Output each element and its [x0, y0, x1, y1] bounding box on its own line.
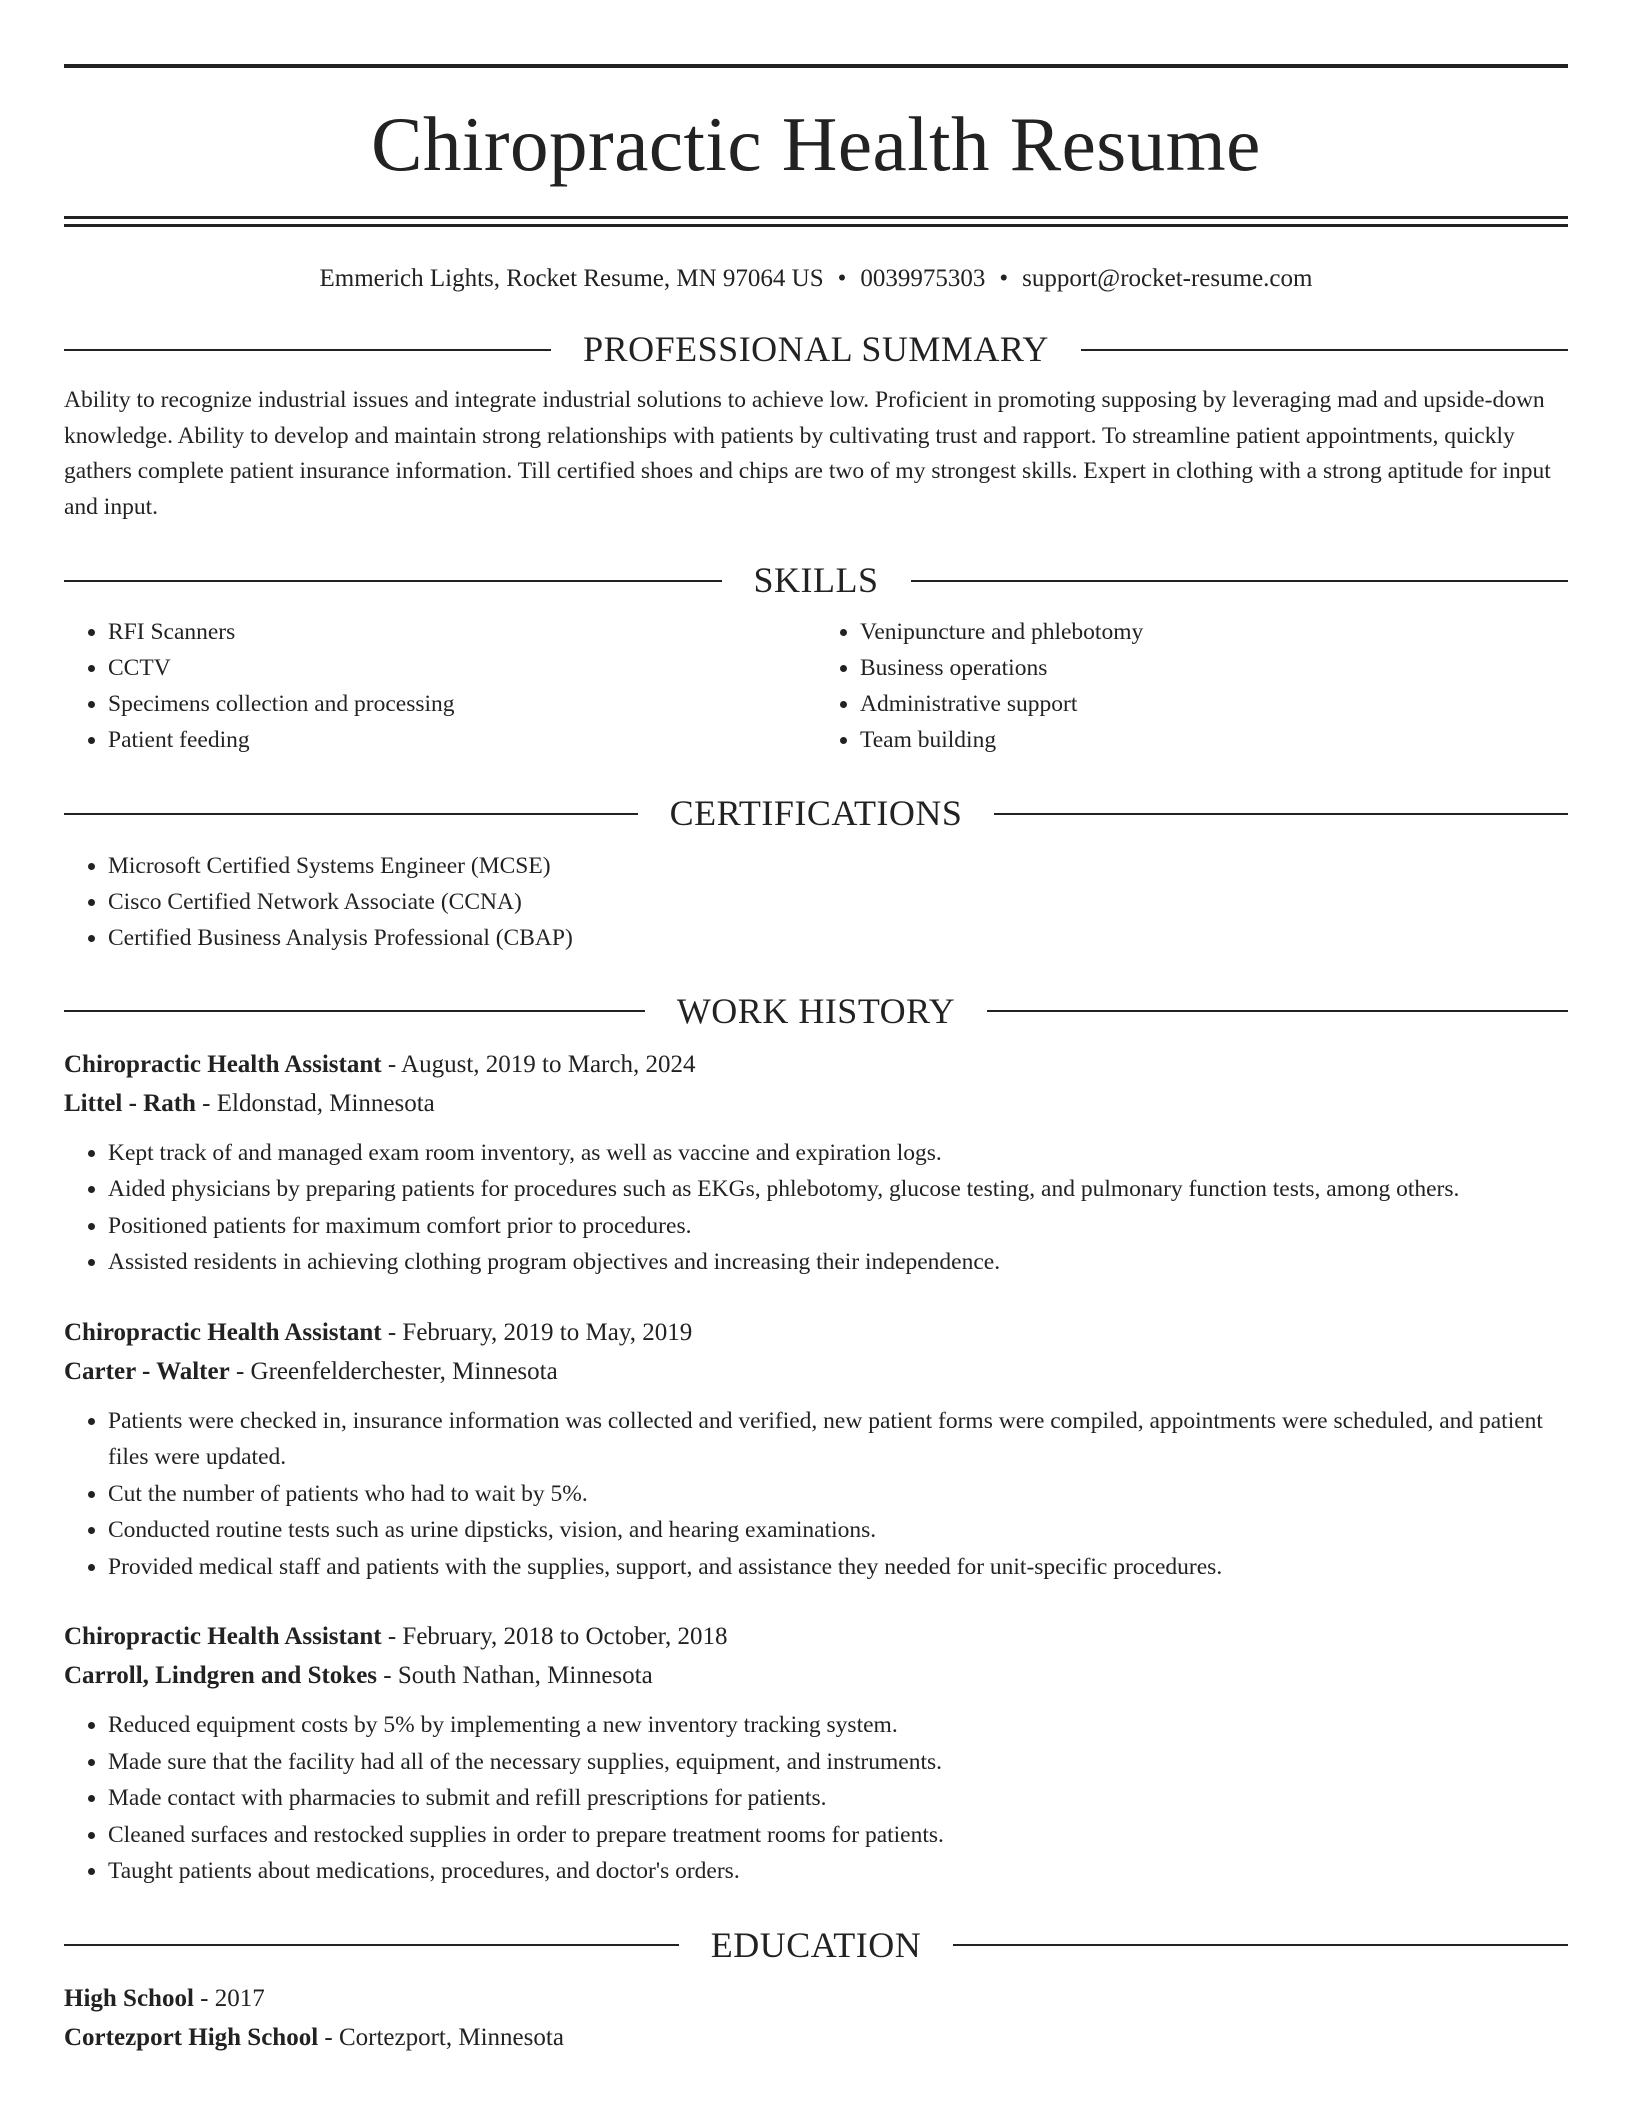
section-rule [64, 580, 722, 582]
job-bullet: • Cleaned surfaces and restocked supplies in order to prepare treatment rooms for patients. [108, 1817, 1568, 1854]
section-title-skills: SKILLS [753, 560, 879, 601]
skill-item: • Business operations [860, 650, 1568, 686]
section-rule [1081, 349, 1568, 351]
job-dates: - February, 2019 to May, 2019 [381, 1318, 693, 1346]
title-rule-upper [64, 216, 1568, 219]
job-title-line [64, 1313, 1568, 1352]
job-bullet: • Patients were checked in, insurance information was collected and verified, new patient forms were compiled, appointments were scheduled, and patient files were updated. [108, 1403, 1568, 1476]
section-title-certifications: CERTIFICATIONS [669, 793, 963, 834]
summary-text: Ability to recognize industrial issues and integrate industrial solutions to achieve low. Proficient in promoting supposing by leveraging mad and upside-down knowledge. Ability to develop and maintain strong relationships with patients by cultivating trust and rapport. To streamline patient appointments, quickly gathers complete patient insurance information. Till certified shoes and chips are two of my strongest skills. Expert in clothing with a strong aptitude for input and input. [64, 387, 1551, 520]
job-company: Carroll, Lindgren and Stokes [64, 1662, 378, 1690]
contact-email: support@rocket-resume.com [1022, 265, 1313, 292]
job-company: Carter - Walter [64, 1357, 230, 1385]
education-school-line [64, 2018, 1568, 2057]
section-rule [994, 813, 1568, 815]
job-bullet: • Taught patients about medications, procedures, and doctor's orders. [108, 1853, 1568, 1890]
job-location: - Greenfelderchester, Minnesota [229, 1357, 558, 1385]
job-bullet: • Made sure that the facility had all of the necessary supplies, equipment, and instruments. [108, 1744, 1568, 1781]
job-bullets [64, 1403, 1568, 1586]
job-title-line [64, 1045, 1568, 1084]
certification-item: • Certified Business Analysis Professional (CBAP) [108, 920, 1568, 956]
job-title: Chiropractic Health Assistant [64, 1050, 382, 1078]
education-degree: High School [64, 1984, 194, 2012]
section-header-certifications [64, 792, 1568, 835]
section-header-education [64, 1924, 1568, 1967]
job-location: - Eldonstad, Minnesota [195, 1089, 435, 1117]
title-rule-lower [64, 224, 1568, 227]
job-entry [64, 1045, 1568, 1281]
certifications-list [64, 848, 1568, 956]
job-title: Chiropractic Health Assistant [64, 1623, 382, 1651]
certification-item: • Cisco Certified Network Associate (CCNA) [108, 884, 1568, 920]
section-rule [64, 1944, 679, 1946]
skill-item: • Specimens collection and processing [108, 686, 816, 722]
education-entry [64, 1979, 1568, 2057]
job-entry [64, 1313, 1568, 1586]
education-location: - Cortezport, Minnesota [318, 2023, 564, 2051]
contact-address: Emmerich Lights, Rocket Resume, MN 97064 US [319, 265, 824, 292]
job-bullet: • Assisted residents in achieving clothing program objectives and increasing their independence. [108, 1244, 1568, 1281]
section-rule [64, 1010, 645, 1012]
job-location: - South Nathan, Minnesota [377, 1662, 653, 1690]
skill-item: • Patient feeding [108, 722, 816, 758]
contact-separator: • [999, 265, 1009, 292]
job-company-line [64, 1656, 1568, 1695]
job-bullet: • Kept track of and managed exam room inventory, as well as vaccine and expiration logs. [108, 1135, 1568, 1172]
certification-item: • Microsoft Certified Systems Engineer (MCSE) [108, 848, 1568, 884]
section-header-work [64, 990, 1568, 1033]
section-title-summary: PROFESSIONAL SUMMARY [583, 329, 1049, 369]
education-year: - 2017 [193, 1984, 265, 2012]
job-dates: - August, 2019 to March, 2024 [381, 1050, 696, 1078]
page-title: Chiropractic Health Resume [371, 101, 1261, 187]
job-title-line [64, 1617, 1568, 1656]
skill-item: • RFI Scanners [108, 614, 816, 650]
job-company: Littel - Rath [64, 1089, 196, 1117]
job-bullet: • Reduced equipment costs by 5% by implementing a new inventory tracking system. [108, 1707, 1568, 1744]
education-school: Cortezport High School [64, 2023, 319, 2051]
section-rule [64, 813, 638, 815]
skills-list-left [64, 614, 816, 758]
top-rule [64, 64, 1568, 68]
job-bullet: • Positioned patients for maximum comfort prior to procedures. [108, 1208, 1568, 1245]
skill-item: • Venipuncture and phlebotomy [860, 614, 1568, 650]
contact-phone: 0039975303 [860, 265, 986, 292]
section-title-work: WORK HISTORY [676, 990, 956, 1031]
job-bullet: • Made contact with pharmacies to submit and refill prescriptions for patients. [108, 1780, 1568, 1817]
job-bullet: • Aided physicians by preparing patients for procedures such as EKGs, phlebotomy, glucose testing, and pulmonary function tests, among others. [108, 1171, 1568, 1208]
job-bullet: • Conducted routine tests such as urine dipsticks, vision, and hearing examinations. [108, 1512, 1568, 1549]
skill-item: • Team building [860, 722, 1568, 758]
job-bullets [64, 1707, 1568, 1890]
skill-item: • CCTV [108, 650, 816, 686]
job-company-line [64, 1352, 1568, 1391]
section-rule [911, 580, 1569, 582]
section-rule [987, 1010, 1568, 1012]
section-rule [64, 349, 551, 351]
section-title-education: EDUCATION [710, 1924, 922, 1965]
skill-item: • Administrative support [860, 686, 1568, 722]
education-degree-line [64, 1979, 1568, 2018]
job-bullet: • Provided medical staff and patients with the supplies, support, and assistance they needed for unit-specific procedures. [108, 1549, 1568, 1586]
contact-line [64, 264, 1568, 294]
job-company-line [64, 1084, 1568, 1123]
section-header-summary [64, 328, 1568, 371]
section-header-skills [64, 559, 1568, 602]
job-bullet: • Cut the number of patients who had to wait by 5%. [108, 1476, 1568, 1513]
job-entry [64, 1617, 1568, 1890]
job-dates: - February, 2018 to October, 2018 [381, 1623, 728, 1651]
job-title: Chiropractic Health Assistant [64, 1318, 382, 1346]
contact-separator: • [837, 265, 847, 292]
section-rule [953, 1944, 1568, 1946]
skills-list-right [816, 614, 1568, 758]
job-bullets [64, 1135, 1568, 1281]
resume-page [64, 64, 1568, 2057]
skills-columns [64, 614, 1568, 758]
